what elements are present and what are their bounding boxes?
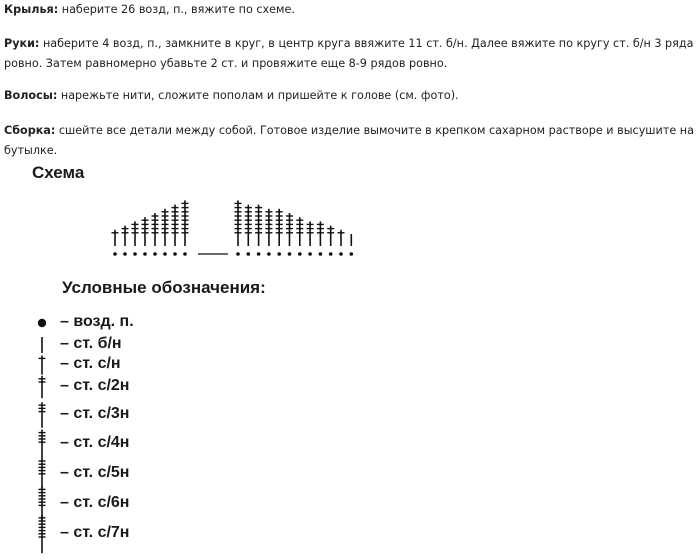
legend-label-stitch-3-yarn-overs: – ст. с/3н [60,405,130,422]
stitch-symbol [286,213,293,246]
chain-dot [143,252,147,256]
stitch-symbol [132,221,139,246]
instruction-label: Волосы: [4,89,58,102]
stitch-symbol [255,205,262,246]
stitch-symbol [162,209,169,246]
stitch-symbol [39,355,46,374]
stitch-symbol [39,458,46,490]
legend-label-stitch-6-yarn-overs: – ст. с/6н [60,494,130,511]
stitch-symbol [296,217,303,246]
scheme-chain-row [113,252,353,256]
chain-dot [123,252,127,256]
legend-label-stitch-5-yarn-overs: – ст. с/5н [60,464,130,481]
stitch-symbol [276,209,283,246]
instruction-text: сшейте все детали между собой. Готовое изделие вымочите в крепком сахарном растворе и высушите на бутылке. [4,124,694,157]
stitch-symbol [317,221,324,246]
legend-label-stitch-with-yarn-over: – ст. с/н [60,355,121,372]
stitch-symbol [112,230,119,246]
stitch-symbol [39,430,46,459]
stitch-symbol [307,221,314,246]
stitch-symbol [39,402,46,428]
stitch-symbol [327,226,334,246]
stitch-symbol [152,213,159,246]
scheme-stitches [112,200,352,246]
chain-dot [308,252,312,256]
instruction-text: наберите 26 возд, п., вяжите по схеме. [58,3,295,16]
stitch-symbol [265,209,272,246]
legend-label-stitch-4-yarn-overs: – ст. с/4н [60,434,130,451]
stitch-symbol [142,217,149,246]
chain-dot [183,252,187,256]
chain-dot [288,252,292,256]
instruction-label: Сборка: [4,124,56,137]
chain-dot [153,252,157,256]
chain-dot [173,252,177,256]
stitch-symbol [39,515,46,553]
legend-symbols [38,319,46,553]
legend-label-stitch-2-yarn-overs: – ст. с/2н [60,377,130,394]
chain-dot [267,252,271,256]
chain-dot [277,252,281,256]
chain-dot [257,252,261,256]
stitch-symbol [39,376,46,398]
legend-label-stitch-7-yarn-overs: – ст. с/7н [60,524,130,541]
instruction-label: Крылья: [4,3,59,16]
stitch-symbol [245,205,252,246]
legend-label-single-crochet: – ст. б/н [60,335,122,352]
chain-dot [113,252,117,256]
legend-title: Условные обозначения: [62,278,266,297]
stitch-symbol [172,205,179,246]
legend-chain-dot-icon [38,319,46,327]
stitch-symbol [235,200,242,246]
legend-label-chain-stitch: – возд. п. [60,313,134,330]
instruction-text: наберите 4 возд, п., замкните в круг, в центр круга ввяжите 11 ст. б/н. Далее вяжите по кругу ст. б/н 3 ряда ровно. Затем равномерно убавьте 2 ст. и провяжите еще 8-9 рядов ровно. [4,37,694,70]
chain-dot [163,252,167,256]
chain-dot [236,252,240,256]
stitch-symbol [122,226,129,246]
chain-dot [350,252,354,256]
scheme-title: Схема [32,163,85,182]
chain-dot [133,252,137,256]
stitch-symbol [338,230,345,246]
chain-dot [339,252,343,256]
chain-dot [247,252,251,256]
instruction-text: нарежьте нити, сложите пополам и пришейте к голове (см. фото). [57,89,459,102]
instruction-label: Руки: [4,37,40,50]
chain-dot [298,252,302,256]
stitch-symbol [182,200,189,246]
chain-dot [329,252,333,256]
chain-dot [319,252,323,256]
